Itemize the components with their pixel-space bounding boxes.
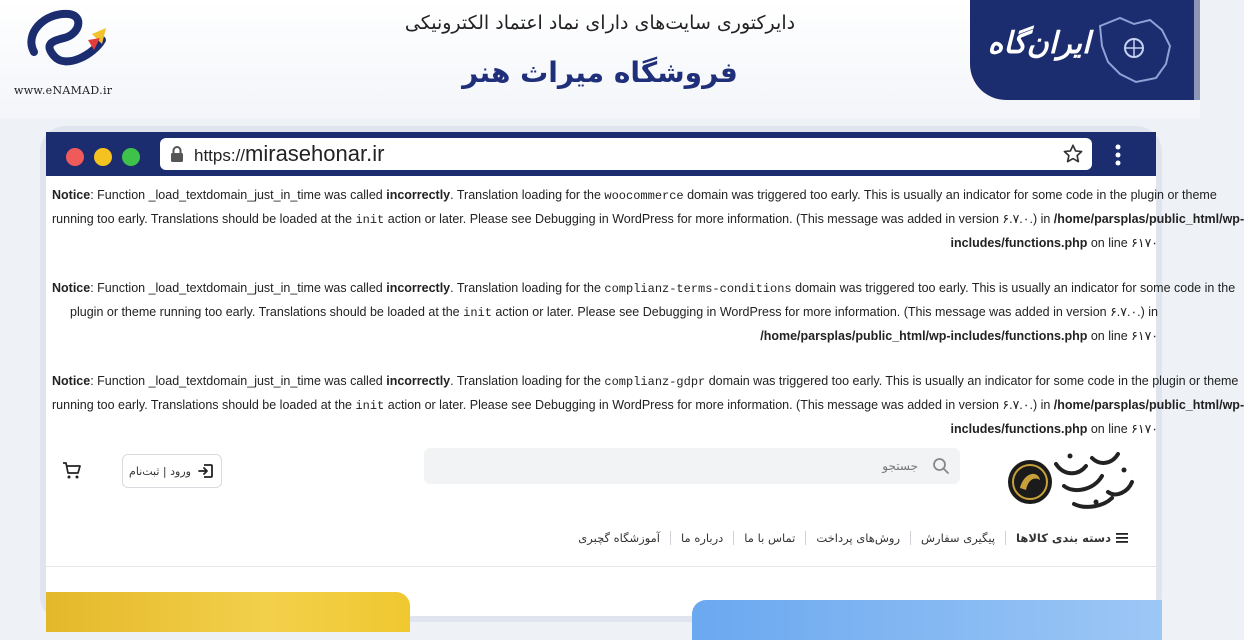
nav-item-payment-methods[interactable]: روش‌های پرداخت <box>805 531 910 545</box>
search-icon[interactable] <box>932 457 950 475</box>
notice-line <box>52 325 1158 348</box>
search-input[interactable] <box>518 448 918 484</box>
irangah-label: ایران‌گاه <box>987 26 1091 61</box>
address-bar[interactable] <box>160 138 1092 170</box>
url-host: mirasehonar.ir <box>245 141 385 166</box>
notice-line <box>52 301 1158 325</box>
bookmark-star-icon[interactable] <box>1062 143 1084 165</box>
promo-banner-left[interactable] <box>46 592 410 632</box>
notice-text: plugin or theme running too early. Translations should be loaded at the <box>70 305 464 319</box>
cart-icon[interactable] <box>62 460 82 480</box>
notice-line <box>52 184 1217 208</box>
nav-item-academy[interactable]: آموزشگاه گچبری <box>578 531 660 545</box>
search-box[interactable] <box>424 448 960 484</box>
notice-path: /home/parsplas/public_html/wp- <box>1053 398 1244 412</box>
top-banner <box>0 0 1200 118</box>
login-icon <box>197 462 215 480</box>
php-notice <box>52 184 1244 255</box>
notice-text: : Function _load_textdomain_just_in_time was called <box>90 374 387 388</box>
url-scheme: https:// <box>194 146 246 165</box>
notice-label: Notice <box>52 188 91 202</box>
hamburger-icon <box>1116 533 1128 543</box>
notice-text: on line ۶۱۷۰ <box>1087 236 1158 250</box>
enamad-url[interactable]: www.eNAMAD.ir <box>14 84 113 97</box>
notice-text: running too early. Translations should be loaded at the <box>52 212 356 226</box>
notice-line <box>52 418 1158 441</box>
notice-path: /home/parsplas/public_html/wp-includes/functions.php <box>760 329 1088 343</box>
nav-item-about[interactable]: درباره ما <box>670 531 733 545</box>
enamad-e-icon <box>14 4 114 84</box>
kebab-menu-icon[interactable] <box>1114 144 1122 166</box>
notice-domain: complianz-gdpr <box>604 375 706 389</box>
notice-label: Notice <box>52 281 91 295</box>
page-content <box>46 176 1244 616</box>
notice-path: includes/functions.php <box>950 422 1088 436</box>
promo-banner-right[interactable] <box>692 600 1162 640</box>
notice-domain: woocommerce <box>604 189 684 203</box>
notice-line <box>52 370 1239 394</box>
site-logo[interactable] <box>1004 446 1154 512</box>
notice-text: domain was triggered too early. This is usually an indicator for some code in the <box>791 281 1236 295</box>
banner-title: فروشگاه میراث هنر <box>462 56 738 89</box>
notice-strong: incorrectly <box>386 281 451 295</box>
notice-text: action or later. Please see Debugging in WordPress for more information. (This message was added in version ۶.۷.۰.) in <box>384 398 1054 412</box>
notice-text: domain was triggered too early. This is usually an indicator for some code in the plugin or theme <box>705 374 1239 388</box>
minimize-window-button[interactable] <box>94 148 112 166</box>
notice-line <box>52 277 1236 301</box>
notice-line <box>52 232 1158 255</box>
notice-text: domain was triggered too early. This is usually an indicator for some code in the plugin or theme <box>683 188 1217 202</box>
notice-text: : Function _load_textdomain_just_in_time was called <box>90 281 387 295</box>
browser-toolbar <box>46 132 1156 176</box>
notice-text: : Function _load_textdomain_just_in_time was called <box>90 188 387 202</box>
notice-text: action or later. Please see Debugging in WordPress for more information. (This message was added in version ۶.۷.۰.) in <box>384 212 1054 226</box>
notice-path: includes/functions.php <box>950 236 1088 250</box>
php-notice <box>52 277 1236 348</box>
maximize-window-button[interactable] <box>122 148 140 166</box>
notice-code: init <box>355 399 385 413</box>
notice-text: action or later. Please see Debugging in WordPress for more information. (This message was added in version ۶.۷.۰.) in <box>491 305 1158 319</box>
notice-strong: incorrectly <box>386 188 451 202</box>
irangah-edge <box>1194 0 1200 100</box>
notice-line <box>52 394 1244 418</box>
notice-text: . Translation loading for the <box>450 188 605 202</box>
notice-text: . Translation loading for the <box>450 281 605 295</box>
notice-domain: complianz-terms-conditions <box>604 282 792 296</box>
close-window-button[interactable] <box>66 148 84 166</box>
login-label: ورود | ثبت‌نام <box>129 464 191 478</box>
notice-label: Notice <box>52 374 91 388</box>
url-text[interactable] <box>194 141 384 167</box>
notice-code: init <box>355 213 385 227</box>
lock-icon <box>170 146 184 162</box>
notice-text: . Translation loading for the <box>450 374 605 388</box>
notice-line <box>52 208 1244 232</box>
nav-item-contact[interactable]: تماس با ما <box>733 531 805 545</box>
banner-subtitle: دایرکتوری سایت‌های دارای نماد اعتماد الکترونیکی <box>404 12 796 34</box>
login-register-button[interactable] <box>122 454 222 488</box>
iran-map-icon <box>1090 12 1180 88</box>
notice-path: /home/parsplas/public_html/wp- <box>1053 212 1244 226</box>
notice-text: running too early. Translations should be loaded at the <box>52 398 356 412</box>
php-notice <box>52 370 1244 441</box>
enamad-logo[interactable] <box>6 4 120 98</box>
browser-window <box>46 132 1244 616</box>
notice-strong: incorrectly <box>386 374 451 388</box>
notice-text: on line ۶۱۷۰ <box>1087 329 1158 343</box>
main-nav <box>566 526 1138 550</box>
notice-code: init <box>463 306 492 320</box>
header-divider <box>46 566 1156 567</box>
irangah-logo[interactable] <box>970 0 1200 100</box>
nav-label: دسته بندی کالاها <box>1016 531 1111 545</box>
notice-text: on line ۶۱۷۰ <box>1087 422 1158 436</box>
nav-item-categories[interactable] <box>1005 531 1138 545</box>
browser-frame <box>40 126 1244 622</box>
nav-item-order-tracking[interactable]: پیگیری سفارش <box>910 531 1005 545</box>
